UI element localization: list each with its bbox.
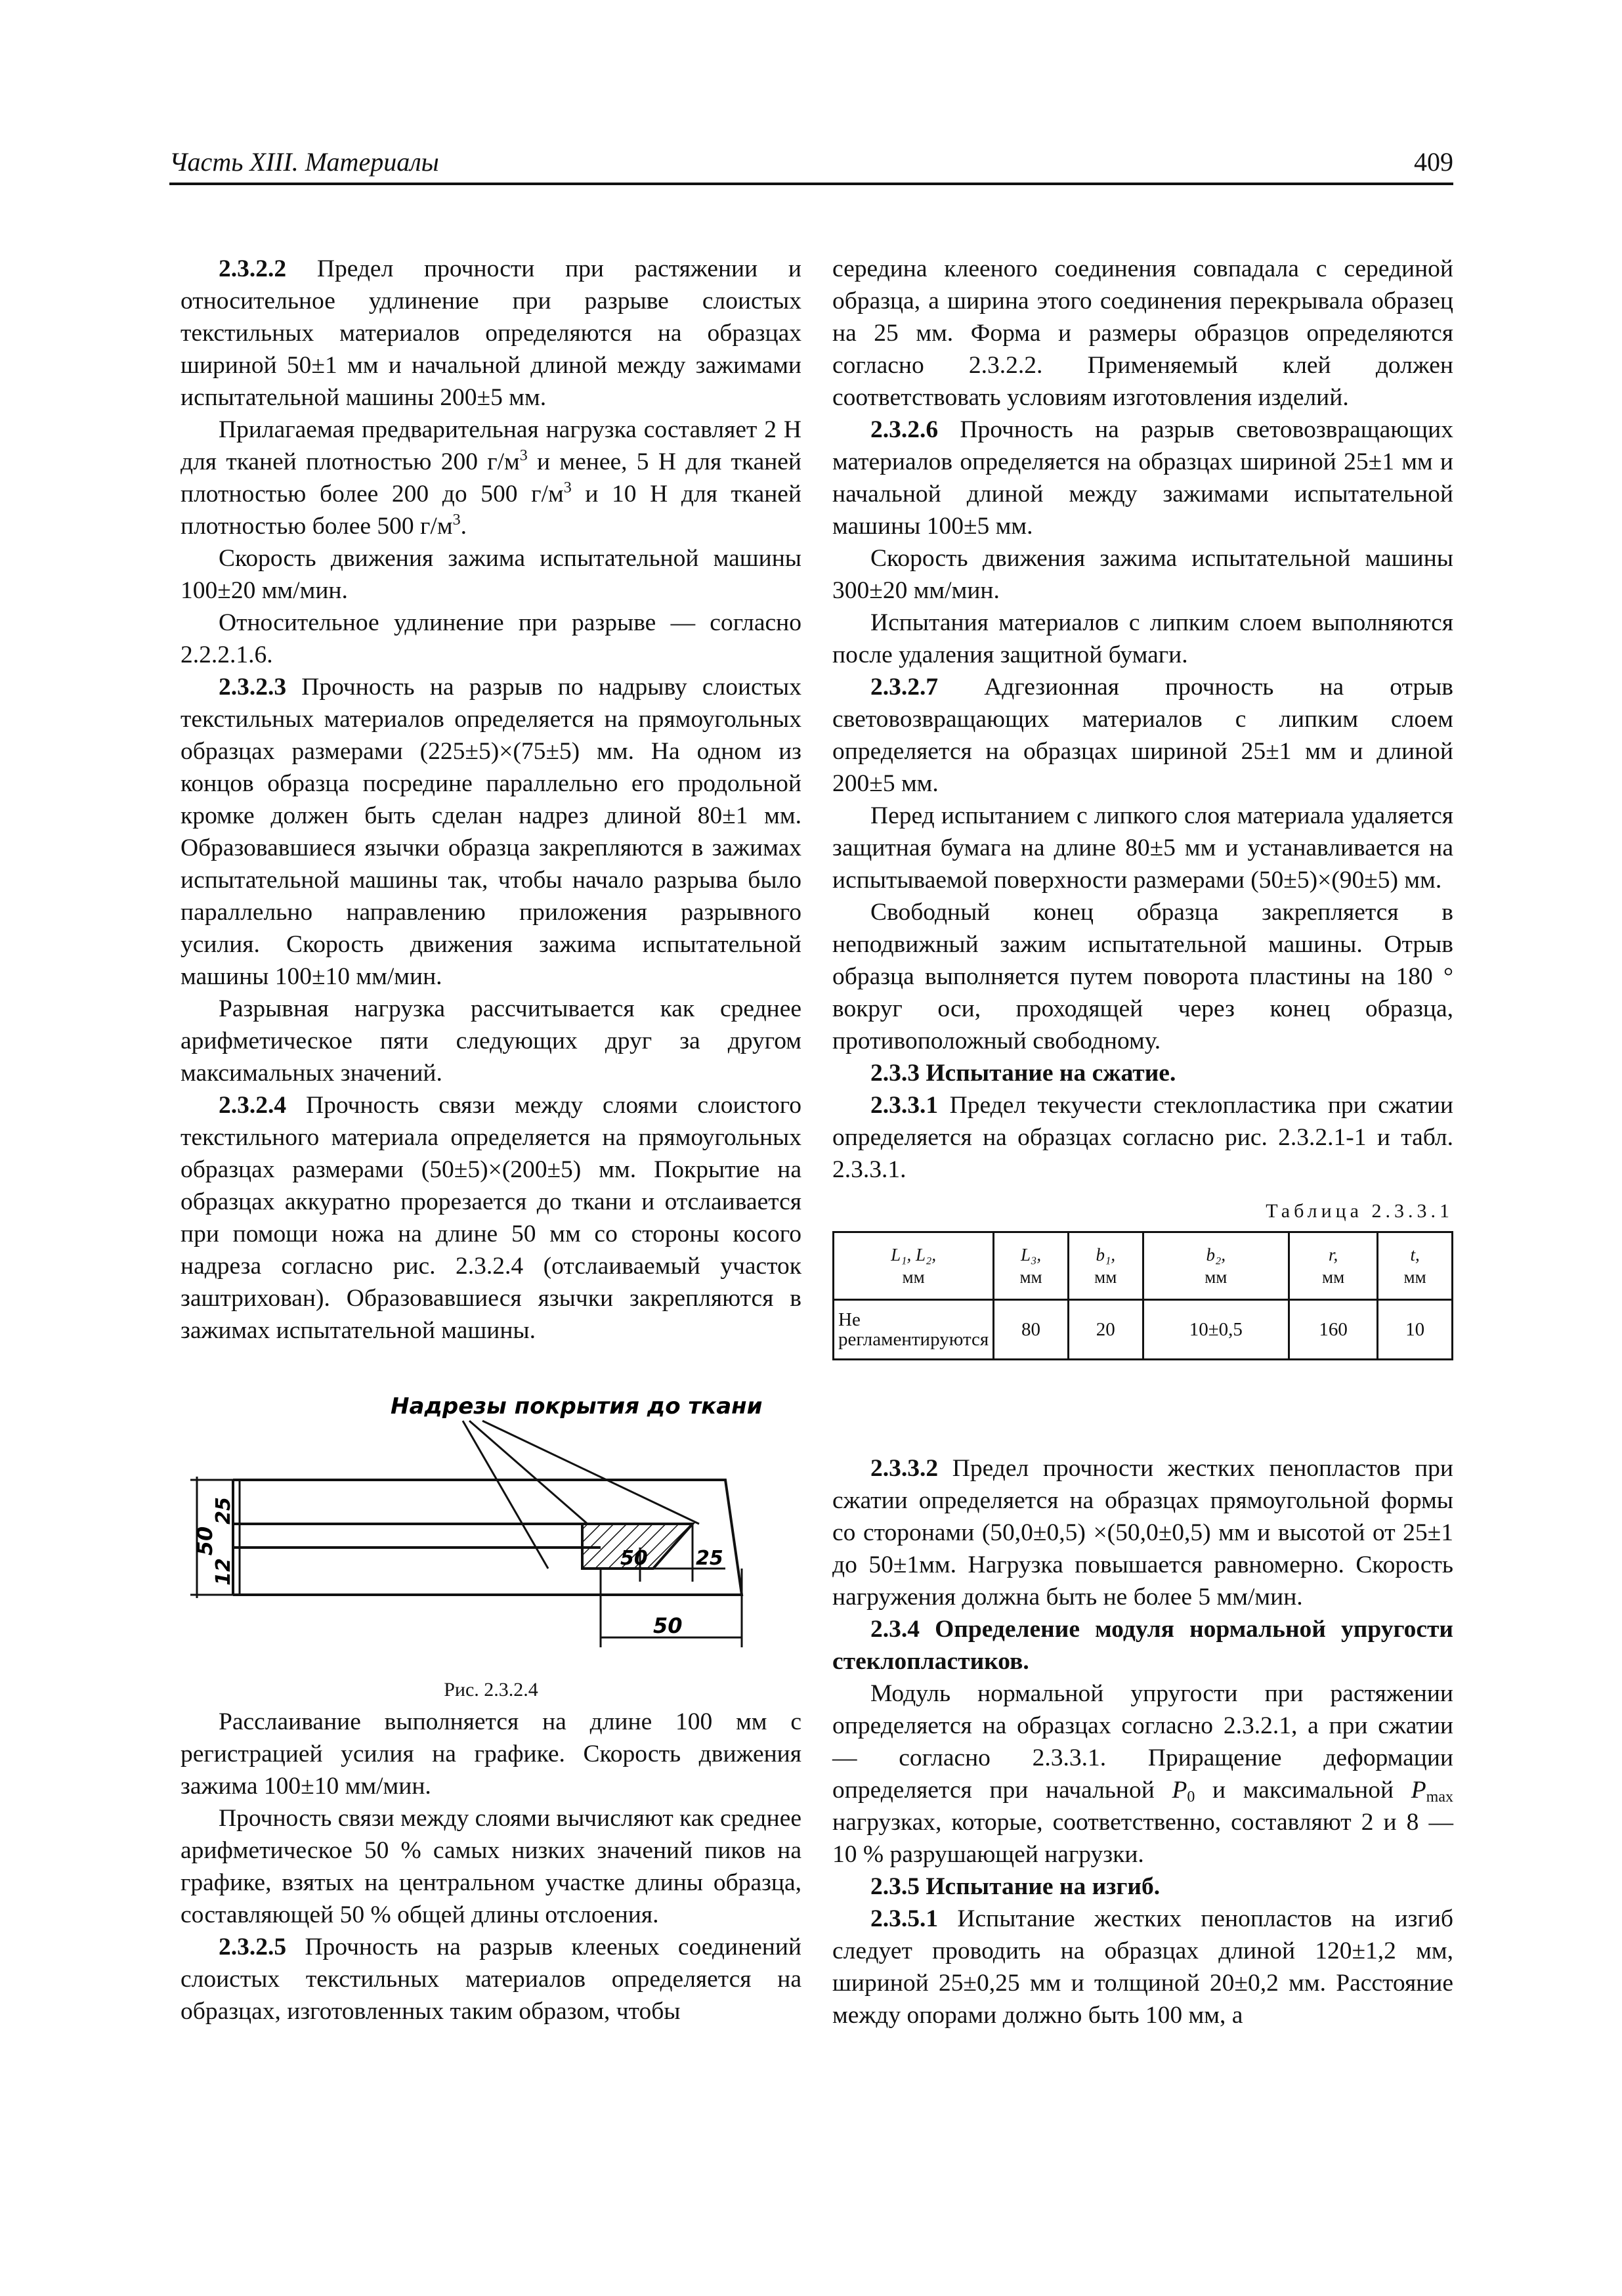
- table-cell: 20: [1068, 1300, 1143, 1360]
- paragraph-2-3-2-2: 2.3.2.2 Предел прочности при растяжении и относительное удлинение при разрыве слоистых текстильных материалов определяются на образцах шириной 50±1 мм и начальной длиной между зажимами испытательной машины 200±5 мм.: [181, 255, 801, 411]
- paragraph-free-end: Свободный конец образца закрепляется в неподвижный зажим испытательной машины. Отрыв образца выполняется путем поворота пластины на 180 ° вокруг оси, проходящей через конец образца, противоположный свободному.: [832, 899, 1453, 1054]
- table-cell: 10±0,5: [1143, 1300, 1289, 1360]
- figure-label: Надрезы покрытия до ткани: [391, 1393, 763, 1419]
- paragraph-elongation: Относительное удлинение при разрыве — согласно 2.2.2.1.6.: [181, 609, 801, 668]
- paragraph-2-3-2-4: 2.3.2.4 Прочность связи между слоями слоистого текстильного материала определяется на прямоугольных образцах размерами (50±5)×(200±5) мм. Покрытие на образцах аккуратно прорезается до ткани и отслаивается при помощи ножа на длине 50 мм со стороны косого надреза согласно рис. 2.3.2.4 (отслаиваемый участок заштрихован). Образовавшиеся язычки закрепляются в зажимах испытательной машины.: [181, 1092, 801, 1344]
- table-header-cell: b₂, мм: [1143, 1232, 1289, 1300]
- dim-25-vertical: 25: [212, 1497, 235, 1525]
- specimen-diagram: [181, 1372, 801, 1674]
- page-number: 409: [1414, 147, 1453, 177]
- paragraph-2-3-2-7: 2.3.2.7 Адгезионная прочность на отрыв световозвращающих материалов с липким слоем определяется на образцах шириной 25±1 мм и длиной 200±5 мм.: [832, 674, 1453, 797]
- table-header-cell: L₁, L₂, мм: [834, 1232, 994, 1300]
- table-header-cell: b₁, мм: [1068, 1232, 1143, 1300]
- section-title: Часть XIII. Материалы: [169, 147, 439, 177]
- table-header-cell: t, мм: [1378, 1232, 1453, 1300]
- paragraph-speed: Скорость движения зажима испытательной машины 100±20 мм/мин.: [181, 545, 801, 604]
- paragraph-bond-strength: Прочность связи между слоями вычисляют как среднее арифметическое 50 % самых низких значений пиков на графике, взятых на центральном участке длины образца, составляющей 50 % общей длины отслоения.: [181, 1805, 801, 1928]
- figure-caption: Рис. 2.3.2.4: [444, 1679, 538, 1700]
- paragraph-2-3-2-6: 2.3.2.6 Прочность на разрыв световозвращающих материалов определяется на образцах шириной 25±1 мм и начальной длиной между зажимами испытательной машины 100±5 мм.: [832, 416, 1453, 540]
- dim-25-right: 25: [696, 1547, 723, 1570]
- table-header-row: [834, 1232, 1453, 1300]
- paragraph-2-3-2-3: 2.3.2.3 Прочность на разрыв по надрыву слоистых текстильных материалов определяется на прямоугольных образцах размерами (225±5)×(75±5) мм. На одном из концов образца посредине параллельно его продольной кромке должен быть сделан надрез длиной 80±1 мм. Образовавшиеся язычки образца закрепляются в зажимах испытательной машины так, чтобы начало разрыва было параллельно направлению приложения разрывного усилия. Скорость движения зажима испытательной машины 100±10 мм/мин.: [181, 674, 801, 990]
- paragraph-2-3-2-5: 2.3.2.5 Прочность на разрыв клееных соединений слоистых текстильных материалов определяется на образцах, изготовленных таким образом, чтобы: [181, 1934, 801, 2025]
- right-column: [832, 253, 1453, 2031]
- table-cell: 160: [1289, 1300, 1378, 1360]
- paragraph-before-test: Перед испытанием с липкого слоя материала удаляется защитная бумага на длине 80±5 мм и устанавливается на испытываемой поверхности размерами (50±5)×(90±5) мм.: [832, 802, 1453, 894]
- table-cell: 80: [994, 1300, 1069, 1360]
- paragraph-preload: Прилагаемая предварительная нагрузка составляет 2 Н для тканей плотностью 200 $г/м^3$ и менее, 5 Н для тканей плотностью более 200 до 500 $г/м^3$ и 10 Н для тканей плотностью более 500 $г/м^3$.: [181, 416, 801, 540]
- table-2-3-3-1: [832, 1231, 1453, 1360]
- paragraph-breaking-load: Разрывная нагрузка рассчитывается как среднее арифметическое пяти следующих друг за другом максимальных значений.: [181, 995, 801, 1087]
- dim-12-vertical: 12: [212, 1558, 235, 1586]
- table-title: Таблица 2.3.3.1: [1266, 1200, 1453, 1222]
- page-header: [169, 143, 1453, 185]
- paragraph-continuation: середина клееного соединения совпадала с серединой образца, а ширина этого соединения перекрывала образец на 25 мм. Форма и размеры образцов определяются согласно 2.3.2.2. Применяемый клей должен соответствовать условиям изготовления изделий.: [832, 255, 1453, 411]
- table-cell: 10: [1378, 1300, 1453, 1360]
- paragraph-2-3-3-2: 2.3.3.2 Предел прочности жестких пенопластов при сжатии определяется на образцах прямоугольной формы со сторонами (50,0±0,5) ×(50,0±0,5) мм и высотой от 25±1 до 50±1мм. Нагрузка повышается равномерно. Скорость нагружения должна быть не более 5 мм/мин.: [832, 1455, 1453, 1611]
- heading-2-3-4: 2.3.4 Определение модуля нормальной упругости стеклопластиков.: [832, 1616, 1453, 1675]
- paragraph-adhesive-tests: Испытания материалов с липким слоем выполняются после удаления защитной бумаги.: [832, 609, 1453, 668]
- heading-2-3-3: 2.3.3 Испытание на сжатие.: [870, 1060, 1176, 1087]
- dim-50-bottom: 50: [653, 1613, 683, 1638]
- heading-2-3-5: 2.3.5 Испытание на изгиб.: [870, 1873, 1161, 1900]
- table-header-cell: r, мм: [1289, 1232, 1378, 1300]
- paragraph-speed-300: Скорость движения зажима испытательной машины 300±20 мм/мин.: [832, 545, 1453, 604]
- figure-2-3-2-4: [181, 1372, 801, 1674]
- table-header-cell: L₃, мм: [994, 1232, 1069, 1300]
- paragraph-delamination: Расслаивание выполняется на длине 100 мм с регистрацией усилия на графике. Скорость движения зажима 100±10 мм/мин.: [181, 1708, 801, 1800]
- paragraph-2-3-5-1: 2.3.5.1 Испытание жестких пенопластов на изгиб следует проводить на образцах длиной 120±1,2 мм, шириной 25±0,25 мм и толщиной 20±0,2 мм. Расстояние между опорами должно быть 100 мм, а: [832, 1905, 1453, 2029]
- paragraph-2-3-3-1: 2.3.3.1 Предел текучести стеклопластика при сжатии определяется на образцах согласно рис. 2.3.2.1-1 и табл. 2.3.3.1.: [832, 1092, 1453, 1183]
- paragraph-modulus: Модуль нормальной упругости при растяжении определяется на образцах согласно 2.3.2.1, а при сжатии — согласно 2.3.3.1. Приращение деформации определяется при начальной $P_0$ и максимальной $P_{max}$ нагрузках, которые, соответственно, составляют 2 и 8 — 10 % разрушающей нагрузки.: [832, 1680, 1453, 1868]
- dim-50-inner: 50: [620, 1547, 648, 1570]
- left-column: [181, 253, 801, 2027]
- dim-50-vertical: 50: [192, 1526, 217, 1556]
- table-cell: Не регламентируются: [834, 1300, 994, 1360]
- table-row: [834, 1300, 1453, 1360]
